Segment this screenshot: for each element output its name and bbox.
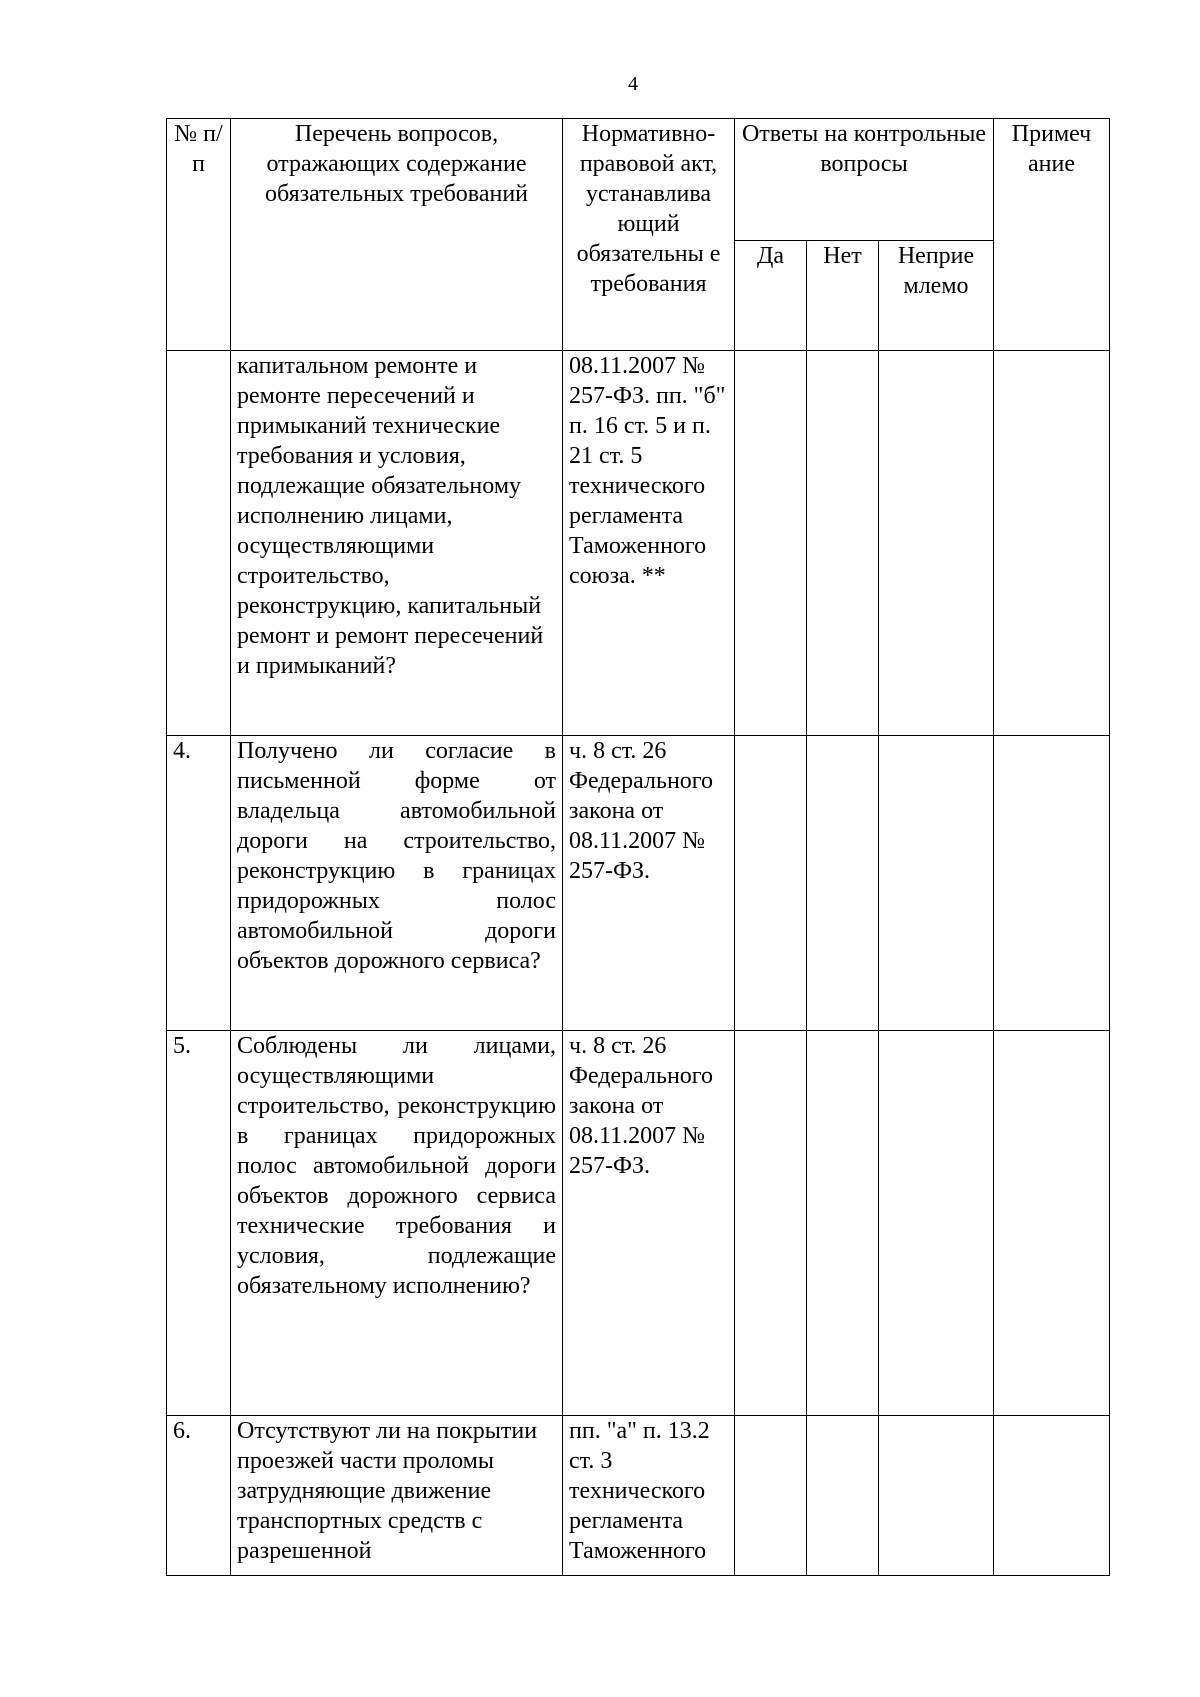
answer-na-cell[interactable] [879,1416,994,1576]
table-row [167,736,1110,1031]
row-act: 08.11.2007 № 257-ФЗ. пп. "б" п. 16 ст. 5 и п. 21 ст. 5 технического регламента Таможенного союза. ** [563,351,735,736]
answer-na-cell[interactable] [879,736,994,1031]
row-number [167,351,231,736]
header-questions: Перечень вопросов, отражающих содержание обязательных требований [231,119,563,351]
table-row [167,1031,1110,1416]
answer-yes-cell[interactable] [735,351,807,736]
header-na: Неприе млемо [879,241,994,351]
checklist-table [166,118,1110,1576]
note-cell[interactable] [994,736,1110,1031]
row-act: ч. 8 ст. 26 Федерального закона от 08.11.2007 № 257-ФЗ. [563,736,735,1031]
answer-na-cell[interactable] [879,1031,994,1416]
note-cell[interactable] [994,1031,1110,1416]
row-act: ч. 8 ст. 26 Федерального закона от 08.11.2007 № 257-ФЗ. [563,1031,735,1416]
header-answers: Ответы на контрольные вопросы [735,119,994,241]
table-row [167,1416,1110,1576]
answer-yes-cell[interactable] [735,1031,807,1416]
header-row-top [167,119,1110,241]
answer-no-cell[interactable] [807,351,879,736]
header-note: Примеч ание [994,119,1110,351]
header-num: № п/п [167,119,231,351]
row-number: 5. [167,1031,231,1416]
row-act: пп. "а" п. 13.2 ст. 3 технического регламента Таможенного [563,1416,735,1576]
table-row [167,351,1110,736]
row-number: 4. [167,736,231,1031]
row-question: Отсутствуют ли на покрытии проезжей части проломы затрудняющие движение транспортных средств с разрешенной [231,1416,563,1576]
page-number: 4 [628,73,638,95]
answer-na-cell[interactable] [879,351,994,736]
answer-yes-cell[interactable] [735,1416,807,1576]
row-question: Получено ли согласие в письменной форме от владельца автомобильной дороги на строительство, реконструкцию в границах придорожных полос автомобильной дороги объектов дорожного сервиса? [231,736,563,1031]
answer-no-cell[interactable] [807,1031,879,1416]
header-yes: Да [735,241,807,351]
note-cell[interactable] [994,351,1110,736]
header-no: Нет [807,241,879,351]
answer-yes-cell[interactable] [735,736,807,1031]
answer-no-cell[interactable] [807,736,879,1031]
row-question: капитальном ремонте и ремонте пересечений и примыканий технические требования и условия, подлежащие обязательному исполнению лицами, осуществляющими строительство, реконструкцию, капитальный ремонт и ремонт пересечений и примыканий? [231,351,563,736]
row-number: 6. [167,1416,231,1576]
row-question: Соблюдены ли лицами, осуществляющими строительство, реконструкцию в границах придорожных полос автомобильной дороги объектов дорожного сервиса технические требования и условия, подлежащие обязательному исполнению? [231,1031,563,1416]
note-cell[interactable] [994,1416,1110,1576]
header-act: Нормативно-правовой акт, устанавлива ющий обязательны е требования [563,119,735,351]
answer-no-cell[interactable] [807,1416,879,1576]
